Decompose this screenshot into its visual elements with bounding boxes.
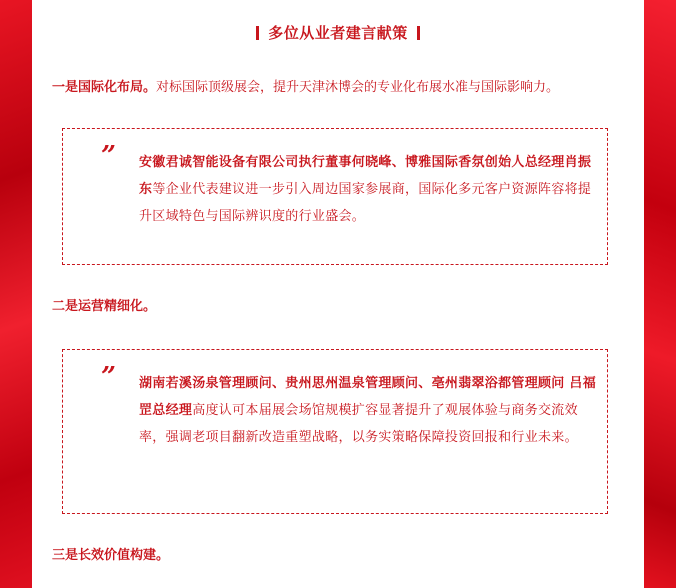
section-title-text: 多位从业者建言献策: [268, 24, 408, 42]
quote2-body: 高度认可本届展会场馆规模扩容显著提升了观展体验与商务交流效率，强调老项目翻新改造重塑战略，以务实策略保障投资回报和行业未来。: [139, 403, 578, 445]
quote1-speakers: 安徽君诚智能设备有限公司执行董事何晓峰、博雅国际香氛创始人总经理肖振东: [139, 155, 592, 197]
quote-box-2: [62, 349, 608, 514]
quote-mark-icon: ”: [101, 362, 116, 392]
paragraph-long-term-value: [52, 546, 169, 566]
paragraph-internationalization: [52, 78, 559, 98]
quote-box-1: [62, 128, 608, 265]
quote-text-2: [139, 370, 597, 451]
quote-mark-icon: ”: [101, 141, 116, 171]
title-bar-left: [256, 26, 259, 40]
quote1-body: 等企业代表建议进一步引入周边国家参展商，国际化多元客户资源阵容将提升区域特色与国际辨识度的行业盛会。: [139, 182, 592, 224]
quote-text-1: [139, 149, 597, 230]
quote2-speakers: 湖南若溪汤泉管理顾问、贵州思州温泉管理顾问、亳州翡翠浴都管理顾问 吕福罡总经理: [139, 376, 597, 418]
article-panel: [32, 0, 644, 588]
text-internationalization: 对标国际顶级展会，提升天津沐博会的专业化布展水准与国际影响力。: [156, 80, 560, 95]
heading-operations: 二是运营精细化。: [52, 299, 157, 314]
title-bar-right: [417, 26, 420, 40]
section-title: [32, 22, 644, 43]
paragraph-operations: [52, 297, 156, 317]
heading-long-term-value: 三是长效价值构建。: [52, 548, 170, 563]
heading-internationalization: 一是国际化布局。: [52, 80, 157, 95]
